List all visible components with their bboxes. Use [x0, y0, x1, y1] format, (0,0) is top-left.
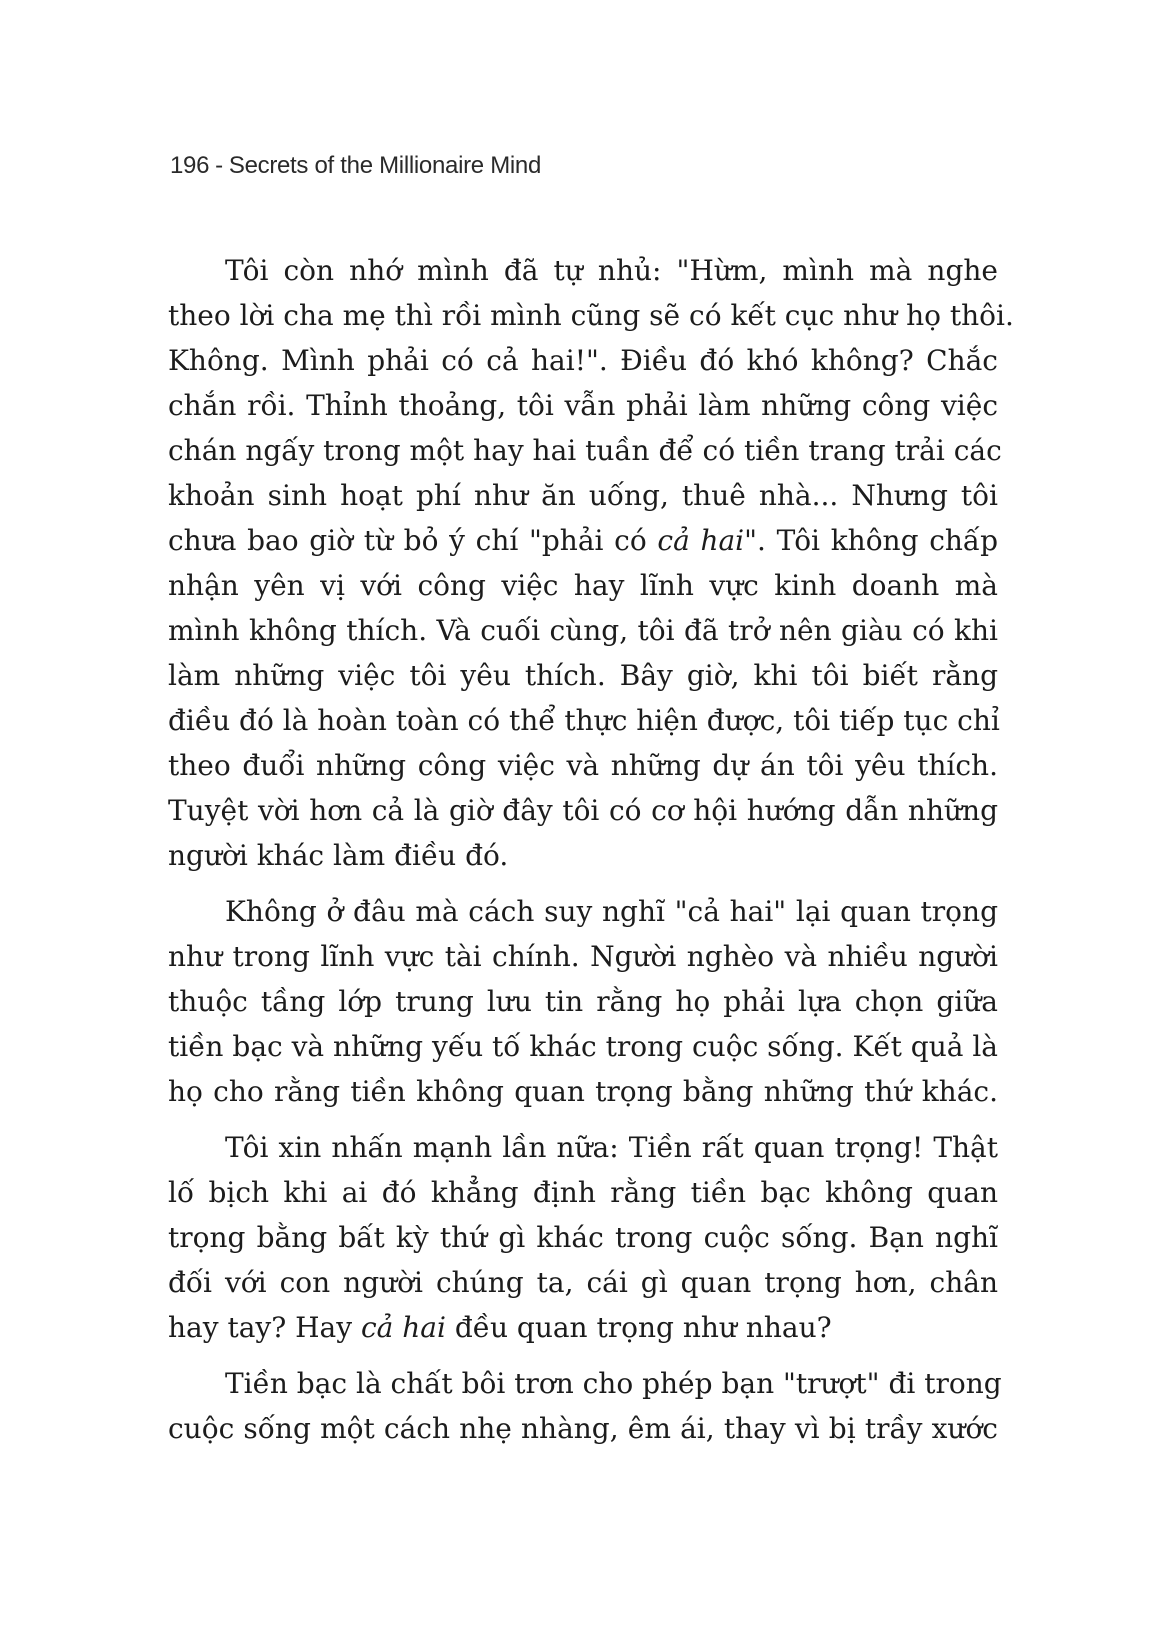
page-number: 196: [170, 152, 210, 179]
paragraph: [168, 248, 1014, 878]
body-text: [168, 248, 1014, 1462]
text-line: Không ở đâu mà cách suy nghĩ "cả hai" lại quan trọng: [225, 895, 998, 928]
text-line: làm những việc tôi yêu thích. Bây giờ, khi tôi biết rằng: [168, 659, 998, 692]
text-line: nhận yên vị với công việc hay lĩnh vực kinh doanh mà: [168, 569, 998, 602]
text-line: chắn rồi. Thỉnh thoảng, tôi vẫn phải làm những công việc: [168, 389, 998, 422]
text-line: như trong lĩnh vực tài chính. Người nghèo và nhiều người: [168, 940, 998, 973]
text-line: người khác làm điều đó.: [168, 839, 509, 872]
text-line: đối với con người chúng ta, cái gì quan trọng hơn, chân: [168, 1266, 998, 1299]
text-line: cuộc sống một cách nhẹ nhàng, êm ái, thay vì bị trầy xước: [168, 1412, 998, 1445]
text-segment: ". Tôi không chấp: [744, 524, 998, 557]
paragraph: [168, 889, 998, 1114]
text-line: theo đuổi những công việc và những dự án tôi yêu thích.: [168, 749, 998, 782]
italic-phrase: cả hai: [657, 524, 745, 557]
text-line: Tuyệt vời hơn cả là giờ đây tôi có cơ hội hướng dẫn những: [168, 794, 998, 827]
text-segment: hay tay? Hay: [168, 1311, 361, 1344]
paragraph: [168, 1125, 998, 1350]
text-line: tiền bạc và những yếu tố khác trong cuộc sống. Kết quả là: [168, 1030, 998, 1063]
text-line: Tiền bạc là chất bôi trơn cho phép bạn "trượt" đi trong: [225, 1367, 1002, 1400]
text-line: theo lời cha mẹ thì rồi mình cũng sẽ có kết cục như họ thôi.: [168, 299, 1014, 332]
italic-phrase: cả hai: [360, 1311, 446, 1344]
text-segment: đều quan trọng như nhau?: [445, 1311, 832, 1344]
running-header: [170, 152, 541, 180]
header-separator: -: [215, 152, 223, 179]
text-line: lố bịch khi ai đó khẳng định rằng tiền bạc không quan: [168, 1176, 998, 1209]
text-line: điều đó là hoàn toàn có thể thực hiện được, tôi tiếp tục chỉ: [168, 704, 1000, 737]
text-line-with-italic: [168, 518, 998, 563]
text-line: Tôi còn nhớ mình đã tự nhủ: "Hừm, mình mà nghe: [225, 254, 998, 287]
text-line: mình không thích. Và cuối cùng, tôi đã trở nên giàu có khi: [168, 614, 998, 647]
text-line: trọng bằng bất kỳ thứ gì khác trong cuộc sống. Bạn nghĩ: [168, 1221, 998, 1254]
paragraph: [168, 1361, 1002, 1451]
text-segment: chưa bao giờ từ bỏ ý chí "phải có: [168, 524, 658, 557]
text-line: Không. Mình phải có cả hai!". Điều đó khó không? Chắc: [168, 344, 998, 377]
book-title: Secrets of the Millionaire Mind: [228, 152, 542, 179]
text-line-with-italic: [168, 1305, 998, 1350]
text-line: thuộc tầng lớp trung lưu tin rằng họ phải lựa chọn giữa: [168, 985, 998, 1018]
text-line: Tôi xin nhấn mạnh lần nữa: Tiền rất quan trọng! Thật: [225, 1131, 998, 1164]
text-line: họ cho rằng tiền không quan trọng bằng những thứ khác.: [168, 1075, 998, 1108]
text-line: chán ngấy trong một hay hai tuần để có tiền trang trải các: [168, 434, 1002, 467]
text-line: khoản sinh hoạt phí như ăn uống, thuê nhà... Nhưng tôi: [168, 479, 998, 512]
